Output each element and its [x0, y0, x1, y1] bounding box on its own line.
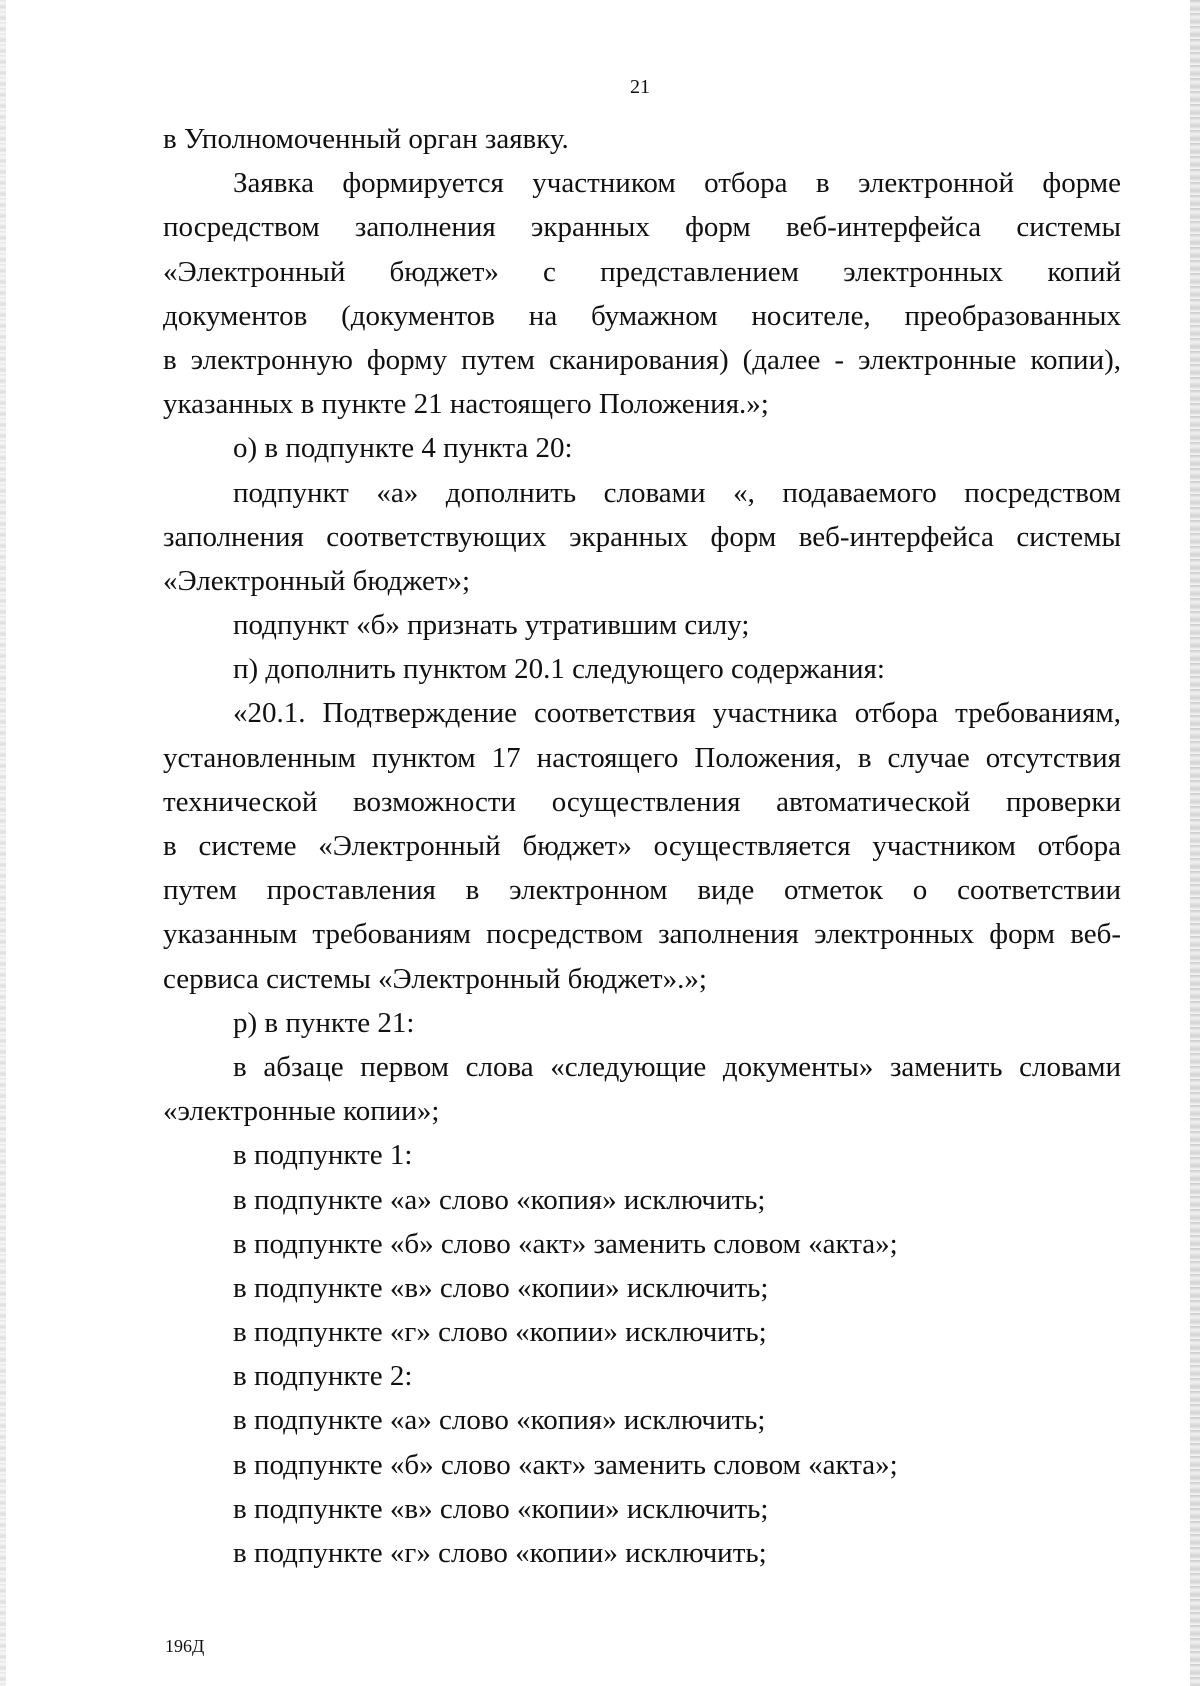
text-line: в подпункте «б» слово «акт» заменить словом «акта»; [233, 1227, 898, 1260]
text-line: р) в пункте 21: [233, 1006, 415, 1039]
document-body [163, 117, 1121, 1575]
text-line: технической возможности осуществления автоматической проверки [163, 785, 1121, 818]
text-line: в системе «Электронный бюджет» осуществляется участником отбора [163, 830, 1121, 862]
text-line: в абзаце первом слова «следующие документы» заменить словами [233, 1050, 1121, 1083]
text-line: в подпункте 1: [233, 1139, 413, 1172]
text-line: в подпункте «а» слово «копия» исключить; [233, 1404, 766, 1437]
text-line: Заявка формируется участником отбора в электронной форме [233, 167, 1121, 200]
text-line: в подпункте 2: [233, 1360, 413, 1393]
text-line: в подпункте «в» слово «копии» исключить; [233, 1271, 769, 1304]
text-line: документов (документов на бумажном носителе, преобразованных [163, 299, 1121, 332]
text-line: п) дополнить пунктом 20.1 следующего содержания: [233, 653, 885, 686]
text-line: в Уполномоченный орган заявку. [163, 123, 569, 155]
text-line: «Электронный бюджет» с представлением электронных копий [163, 255, 1121, 288]
text-line: подпункт «б» признать утратившим силу; [233, 609, 750, 642]
text-line: в подпункте «а» слово «копия» исключить; [233, 1183, 766, 1216]
text-line: установленным пунктом 17 настоящего Положения, в случае отсутствия [163, 741, 1121, 774]
text-line: в подпункте «г» слово «копии» исключить; [233, 1316, 767, 1349]
text-line: в подпункте «в» слово «копии» исключить; [233, 1492, 769, 1525]
text-line: заполнения соответствующих экранных форм веб-интерфейса системы [163, 520, 1121, 553]
scan-edge-right [1190, 0, 1200, 1686]
text-line: указанным требованиям посредством заполнения электронных форм веб- [163, 918, 1121, 951]
text-line: путем проставления в электронном виде отметок о соответствии [163, 874, 1121, 907]
text-line: «электронные копии»; [163, 1095, 440, 1128]
text-line: в электронную форму путем сканирования) (далее - электронные копии), [163, 343, 1121, 376]
text-line: указанных в пункте 21 настоящего Положения.»; [163, 388, 769, 421]
text-line: «20.1. Подтверждение соответствия участника отбора требованиям, [233, 697, 1121, 730]
text-line: подпункт «а» дополнить словами «, подаваемого посредством [233, 476, 1121, 509]
text-line: посредством заполнения экранных форм веб-интерфейса системы [163, 211, 1121, 244]
page-number: 21 [630, 76, 650, 98]
text-line: сервиса системы «Электронный бюджет».»; [163, 962, 707, 995]
scan-edge-left [0, 0, 6, 1686]
text-line: «Электронный бюджет»; [163, 564, 471, 597]
footer-code: 196Д [165, 1636, 205, 1656]
text-line: в подпункте «б» слово «акт» заменить словом «акта»; [233, 1448, 898, 1481]
text-line: в подпункте «г» слово «копии» исключить; [233, 1537, 767, 1569]
text-line: о) в подпункте 4 пункта 20: [233, 432, 573, 465]
